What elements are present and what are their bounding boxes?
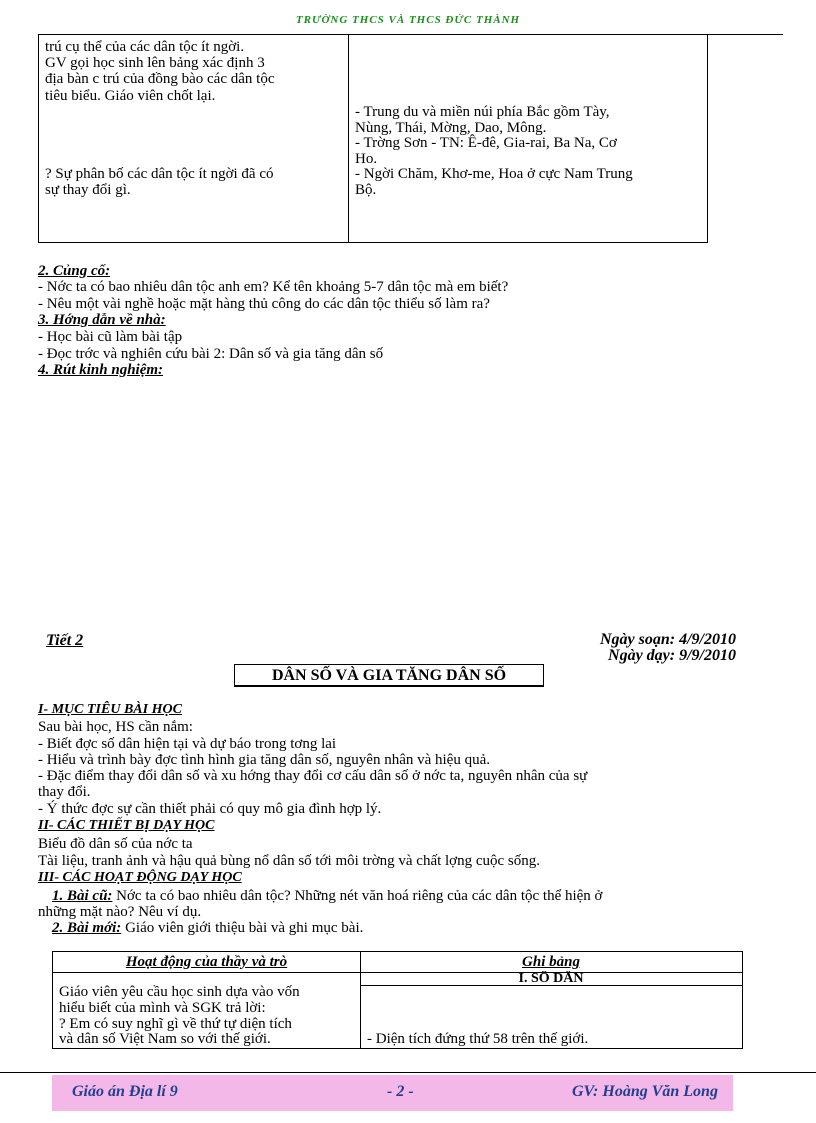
table-right-line: Ho. xyxy=(355,151,378,167)
activity-table-continued xyxy=(38,34,708,243)
activities-heading: III- CÁC HOẠT ĐỘNG DẠY HỌC xyxy=(38,870,242,885)
table-left-line: trú cụ thể của các dân tộc ít ngời. xyxy=(45,39,245,55)
table-right-line: - Trờng Sơn - TN: Ê-đê, Gia-rai, Ba Na, Cơ xyxy=(355,135,617,151)
footer-course: Giáo án Địa lí 9 xyxy=(72,1083,178,1100)
lesson-title: DÂN SỐ VÀ GIA TĂNG DÂN SỐ xyxy=(234,664,544,687)
objective-line: Sau bài học, HS cần nắm: xyxy=(38,719,193,735)
table-right-line: - Ngời Chăm, Khơ-me, Hoa ở cực Nam Trung xyxy=(355,166,633,182)
equipment-heading: II- CÁC THIẾT BỊ DẠY HỌC xyxy=(38,818,215,833)
page-header-title: TRƯỜNG THCS VÀ THCS ĐỨC THÀNH xyxy=(295,14,521,24)
table-section-rule xyxy=(360,985,742,986)
table-divider xyxy=(348,34,349,242)
huong-dan-heading: 3. Hớng dẫn về nhà: xyxy=(38,312,166,328)
cung-co-line: - Nớc ta có bao nhiêu dân tộc anh em? Kể tên khoảng 5-7 dân tộc mà em biết? xyxy=(38,279,509,295)
page-footer xyxy=(52,1075,733,1111)
table-left-line: tiêu biểu. Giáo viên chốt lại. xyxy=(45,88,216,104)
objective-line: - Biết đợc số dân hiện tại và dự báo trong tơng lai xyxy=(38,736,337,752)
new-lesson-line xyxy=(52,920,363,936)
table-left-line: GV gọi học sinh lên bảng xác định 3 xyxy=(45,55,265,71)
table-left-line: và dân số Việt Nam so với thế giới. xyxy=(59,1031,271,1047)
objective-line: - Hiểu và trình bày đợc tình hình gia tăng dân số, nguyên nhân và hiệu quả. xyxy=(38,752,490,768)
date-taught: Ngày dạy: 9/9/2010 xyxy=(608,647,736,664)
equipment-line: Biểu đồ dân số của nớc ta xyxy=(38,836,193,852)
cung-co-line: - Nêu một vài nghề hoặc mặt hàng thủ công do các dân tộc thiểu số làm ra? xyxy=(38,296,490,312)
table-left-line: ? Sự phân bố các dân tộc ít ngời đã có xyxy=(45,166,274,182)
lesson-number: Tiết 2 xyxy=(46,632,84,649)
old-lesson-line xyxy=(52,888,602,904)
old-lesson-text: Nớc ta có bao nhiêu dân tộc? Những nét văn hoá riêng của các dân tộc thể hiện ở xyxy=(112,888,603,904)
table-right-line: Nùng, Thái, Mờng, Dao, Mông. xyxy=(355,120,547,136)
footer-teacher: GV: Hoàng Văn Long xyxy=(572,1083,718,1100)
new-lesson-text: Giáo viên giới thiệu bài và ghi mục bài. xyxy=(121,920,364,936)
rut-kinh-nghiem-heading: 4. Rút kinh nghiệm: xyxy=(38,362,164,378)
table-left-line: hiểu biết của mình và SGK trả lời: xyxy=(59,1000,266,1016)
date-prepared: Ngày soạn: 4/9/2010 xyxy=(600,631,736,648)
objective-line: thay đổi. xyxy=(38,784,91,800)
old-lesson-line-2: những mặt nào? Nêu ví dụ. xyxy=(38,904,202,920)
old-lesson-label: 1. Bài cũ: xyxy=(52,888,113,904)
objectives-heading: I- MỤC TIÊU BÀI HỌC xyxy=(38,702,182,717)
footer-rule xyxy=(0,1072,816,1073)
cung-co-heading: 2. Củng cố: xyxy=(38,263,111,279)
table-left-line: sự thay đổi gì. xyxy=(45,182,131,198)
col-header-notes: Ghi bảng xyxy=(522,954,580,970)
activity-table xyxy=(52,951,743,1049)
table-section-title: I. SỐ DÂN xyxy=(518,971,584,985)
huong-dan-line: - Học bài cũ làm bài tập xyxy=(38,329,183,345)
table-right-line: Bộ. xyxy=(355,182,377,198)
col-header-activities: Hoạt động của thầy và trò xyxy=(125,954,288,970)
table-left-line: địa bàn c trú của đồng bào các dân tộc xyxy=(45,71,275,87)
objective-line: - Ý thức đợc sự cần thiết phải có quy mô gia đình hợp lý. xyxy=(38,801,382,817)
objective-line: - Đặc điểm thay đổi dân số và xu hớng thay đổi cơ cấu dân số ở nớc ta, nguyên nhân của sự xyxy=(38,768,588,784)
new-lesson-label: 2. Bài mới: xyxy=(52,920,122,936)
equipment-line: Tài liệu, tranh ảnh và hậu quả bùng nổ dân số tới môi trờng và chất lợng cuộc sống. xyxy=(38,853,541,869)
table-left-line: ? Em có suy nghĩ gì về thứ tự diện tích xyxy=(59,1016,292,1032)
table-left-line: Giáo viên yêu cầu học sinh dựa vào vốn xyxy=(59,984,300,1000)
footer-page-number: - 2 - xyxy=(387,1083,414,1100)
table-right-line: - Trung du và miền núi phía Bắc gồm Tày, xyxy=(355,104,610,120)
huong-dan-line: - Đọc trớc và nghiên cứu bài 2: Dân số và gia tăng dân số xyxy=(38,346,384,362)
table-right-line: - Diện tích đứng thứ 58 trên thế giới. xyxy=(367,1031,589,1047)
